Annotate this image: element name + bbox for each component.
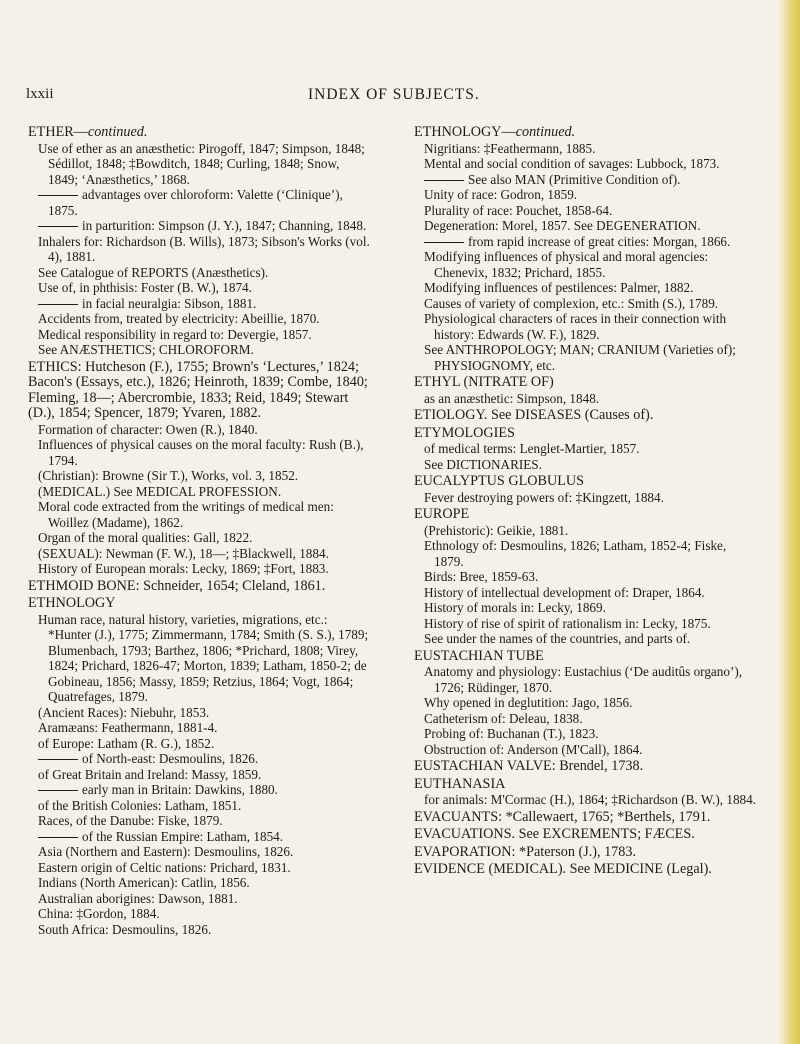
index-entry [424,523,758,539]
entry-text: South Africa: Desmoulins, 1826. [38,921,212,937]
index-entry [424,296,758,312]
entry-text: Modifying influences of physical and moral agencies: Chenevix, 1832; Prichard, 1855. [424,249,709,280]
entry-text: from rapid increase of great cities: Morgan, 1866. [468,233,731,249]
index-heading [414,125,758,141]
index-entry [424,141,758,157]
index-entry [38,798,372,814]
cross-reference [38,265,372,281]
index-entry [38,612,372,705]
entry-text: EUSTACHIAN VALVE: Brendel, 1738. [414,758,644,774]
index-entry [424,218,758,234]
index-entry [424,585,758,601]
index-entry [38,720,372,736]
entry-text: Accidents from, treated by electricity: Abeillie, 1870. [38,311,320,326]
entry-text: of North-east: Desmoulins, 1826. [82,751,259,766]
index-entry [424,616,758,632]
entry-text: (MEDICAL.) See MEDICAL PROFESSION. [38,483,282,499]
index-heading [414,507,758,523]
entry-text: ETYMOLOGIES [414,424,515,441]
entry-text: History of intellectual development of: Draper, 1864. [424,584,705,600]
entry-text: Unity of race: Godron, 1859. [424,187,578,202]
cross-reference [424,342,758,373]
index-entry [38,767,372,783]
index-heading [414,649,758,665]
index-entry [424,249,758,280]
index-entry [38,813,372,829]
entry-text: EVAPORATION: *Paterson (J.), 1783. [414,843,637,860]
entry-text: See Catalogue of REPORTS (Anæsthetics). [38,264,269,280]
index-entry [38,782,372,798]
index-entry [38,468,372,484]
page-header [0,86,800,106]
index-entry [38,141,372,188]
entry-text: as an anæsthetic: Simpson, 1848. [424,390,600,406]
index-heading [414,827,758,843]
entry-text: (Christian): Browne (Sir T.), Works, vol. 3, 1852. [38,468,299,483]
index-heading [414,474,758,490]
entry-text: Use of, in phthisis: Foster (B. W.), 1874. [38,280,252,295]
entry-text: Asia (Northern and Eastern): Desmoulins, 1826. [38,844,294,859]
entry-text: Degeneration: Morel, 1857. See DEGENERATION. [424,218,701,233]
index-entry [38,218,372,234]
index-entry [38,829,372,845]
entry-text: Aramæans: Feathermann, 1881-4. [38,720,218,735]
cross-reference [38,342,372,358]
entry-text: EUSTACHIAN TUBE [414,647,544,664]
entry-text: See ANÆSTHETICS; CHLOROFORM. [38,342,254,357]
index-heading [28,360,372,422]
index-entry [38,844,372,860]
entry-text: Use of ether as an anæsthetic: Pirogoff, 1847; Simpson, 1848; Sédillot, 1848; ‡Bowditch, 1848; Curling, 1848; Snow, 1849; ‘Anæsthetics,’ 1868. [38,140,365,187]
continued-note: continued. [515,124,576,140]
entry-text: ETIOLOGY. See DISEASES (Causes of). [414,407,654,423]
entry-text: History of European morals: Lecky, 1869; ‡Fort, 1883. [38,561,329,576]
index-entry [38,906,372,922]
index-entry [38,234,372,265]
entry-text: advantages over chloroform: Valette (‘Clinique’), 1875. [48,187,343,218]
index-entry [424,280,758,296]
index-heading [414,408,758,424]
entry-text: EVACUATIONS. See EXCREMENTS; FÆCES. [414,826,695,842]
entry-text: Birds: Bree, 1859-63. [424,569,539,584]
entry-text: Catheterism of: Deleau, 1838. [424,710,583,726]
cross-reference [424,457,758,473]
index-entry [38,922,372,938]
entry-text: in parturition: Simpson (J. Y.), 1847; Channing, 1848. [82,218,367,233]
entry-text: ETHYL (NITRATE OF) [414,374,554,390]
ditto-dash [38,790,78,791]
entry-text: Why opened in deglutition: Jago, 1856. [424,695,633,710]
entry-text: Formation of character: Owen (R.), 1840. [38,421,258,437]
entry-text: Nigritians: ‡Feathermann, 1885. [424,140,596,156]
entry-text: Modifying influences of pestilences: Palmer, 1882. [424,280,694,295]
index-entry [38,860,372,876]
index-entry [424,695,758,711]
entry-text: History of rise of spirit of rationalism in: Lecky, 1875. [424,615,711,631]
entry-text: See also MAN (Primitive Condition of). [468,171,681,187]
entry-text: of Europe: Latham (R. G.), 1852. [38,735,215,751]
entry-text: History of morals in: Lecky, 1869. [424,600,606,615]
index-heading [414,862,758,878]
index-entry [38,484,372,500]
ditto-dash [424,180,464,181]
index-entry [424,792,758,808]
index-entry [38,546,372,562]
entry-text: Obstruction of: Anderson (M'Call), 1864. [424,741,643,757]
entry-text: EUTHANASIA [414,775,506,792]
running-title: INDEX OF SUBJECTS. [308,86,480,103]
index-entry [38,187,372,218]
entry-text: EUROPE [414,506,470,522]
index-entry [424,203,758,219]
index-heading [28,125,372,141]
entry-text: China: ‡Gordon, 1884. [38,906,160,921]
index-entry [424,742,758,758]
entry-text: ETHMOID BONE: Schneider, 1654; Cleland, 1861. [28,577,326,594]
ditto-dash [38,837,78,838]
index-entry [38,499,372,530]
index-entry [424,172,758,188]
page-number: lxxii [26,86,54,102]
entry-text: Human race, natural history, varieties, migrations, etc.: *Hunter (J.), 1775; Zimmermann, 1784; Smith (S. S.), 1789; Blumenbach, 1793; Barthez, 1806; *Prichard, 1808; Virey, 1824; Prichard, 1826-47; Morton, 1839; Latham, 1850-2; de Gobineau, 1856; Massy, 1859; Retzius, 1864; Vogt, 1864; Quatrefages, 1879. [38,611,369,704]
index-entry [424,600,758,616]
entry-text: of medical terms: Lenglet-Martier, 1857. [424,441,640,456]
index-heading [414,426,758,442]
index-entry [38,736,372,752]
entry-text: Probing of: Buchanan (T.), 1823. [424,726,599,741]
entry-text: Medical responsibility in regard to: Devergie, 1857. [38,326,312,342]
entry-text: Organ of the moral qualities: Gall, 1822. [38,530,253,545]
entry-text: See under the names of the countries, and parts of. [424,631,691,646]
entry-text: Mental and social condition of savages: Lubbock, 1873. [424,156,720,171]
index-heading [414,845,758,861]
index-entry [38,891,372,907]
index-entry [38,705,372,721]
entry-text: Influences of physical causes on the moral faculty: Rush (B.), 1794. [38,437,364,468]
entry-text: of the Russian Empire: Latham, 1854. [82,828,284,844]
entry-text: Physiological characters of races in their connection with history: Edwards (W. F.), 1829. [424,311,727,342]
index-entry [424,711,758,727]
index-entry [424,391,758,407]
index-entry [424,726,758,742]
right-column [414,125,758,878]
entry-text: ETHER— [28,124,88,140]
index-entry [38,530,372,546]
entry-text: Indians (North American): Catlin, 1856. [38,875,250,890]
index-entry [424,311,758,342]
entry-text: See ANTHROPOLOGY; MAN; CRANIUM (Varieties of); PHYSIOGNOMY, etc. [424,342,736,373]
entry-text: early man in Britain: Dawkins, 1880. [82,782,278,797]
index-entry [424,441,758,457]
entry-text: Inhalers for: Richardson (B. Wills), 1873; Sibson's Works (vol. 4), 1881. [38,233,370,264]
entry-text: for animals: M'Cormac (H.), 1864; ‡Richardson (B. W.), 1884. [424,792,757,807]
entry-text: Races, of the Danube: Fiske, 1879. [38,813,223,828]
ditto-dash [38,759,78,760]
entry-text: of the British Colonies: Latham, 1851. [38,797,242,813]
entry-text: Plurality of race: Pouchet, 1858-64. [424,202,613,218]
entry-text: Ethnology of: Desmoulins, 1826; Latham, 1852-4; Fiske, 1879. [424,538,727,569]
left-column [28,125,372,937]
entry-text: ETHNOLOGY— [414,124,516,140]
ditto-dash [38,226,78,227]
continued-note: continued. [87,124,148,140]
index-entry [424,234,758,250]
index-heading [414,375,758,391]
entry-text: ETHNOLOGY [28,595,116,611]
index-heading [414,777,758,793]
index-entry [38,422,372,438]
entry-text: (Ancient Races): Niebuhr, 1853. [38,704,210,720]
index-entry [38,311,372,327]
ditto-dash [38,304,78,305]
index-entry [38,561,372,577]
entry-text: (Prehistoric): Geikie, 1881. [424,522,569,538]
index-entry [424,664,758,695]
entry-text: EVIDENCE (MEDICAL). See MEDICINE (Legal). [414,861,712,877]
index-entry [38,875,372,891]
index-entry [424,538,758,569]
index-entry [38,437,372,468]
entry-text: (SEXUAL): Newman (F. W.), 18—; ‡Blackwell, 1884. [38,545,329,561]
entry-text: Eastern origin of Celtic nations: Prichard, 1831. [38,859,291,875]
entry-text: Causes of variety of complexion, etc.: Smith (S.), 1789. [424,295,719,311]
ditto-dash [424,242,464,243]
index-heading [414,759,758,775]
entry-text: Moral code extracted from the writings of medical men: Woillez (Madame), 1862. [38,499,334,530]
index-entry [38,327,372,343]
entry-text: Australian aborigines: Dawson, 1881. [38,890,238,906]
entry-text: EUCALYPTUS GLOBULUS [414,473,585,489]
index-heading [414,810,758,826]
entry-text: EVACUANTS: *Callewaert, 1765; *Berthels, 1791. [414,808,711,825]
index-entry [424,187,758,203]
entry-text: Fever destroying powers of: ‡Kingzett, 1884. [424,489,664,505]
entry-text: of Great Britain and Ireland: Massy, 1859. [38,766,262,782]
ditto-dash [38,195,78,196]
index-entry [38,280,372,296]
index-entry [424,490,758,506]
entry-text: Anatomy and physiology: Eustachius (‘De auditûs organo’), 1726; Rüdinger, 1870. [424,664,743,695]
entry-text: in facial neuralgia: Sibson, 1881. [82,295,257,311]
entry-text: See DICTIONARIES. [424,456,542,472]
index-entry [38,751,372,767]
index-heading [28,579,372,595]
index-entry [424,156,758,172]
page-edge [778,0,800,1044]
cross-reference [424,631,758,647]
entry-text: ETHICS: Hutcheson (F.), 1755; Brown's ‘Lectures,’ 1824; Bacon's (Essays, etc.), 1826; Heinroth, 1839; Combe, 1840; Fleming, 18—; Abercrombie, 1833; Reid, 1849; Stewart (D.), 1854; Spencer, 1879; Yvaren, 1882. [28,358,368,421]
index-entry [38,296,372,312]
index-entry [424,569,758,585]
index-heading [28,596,372,612]
